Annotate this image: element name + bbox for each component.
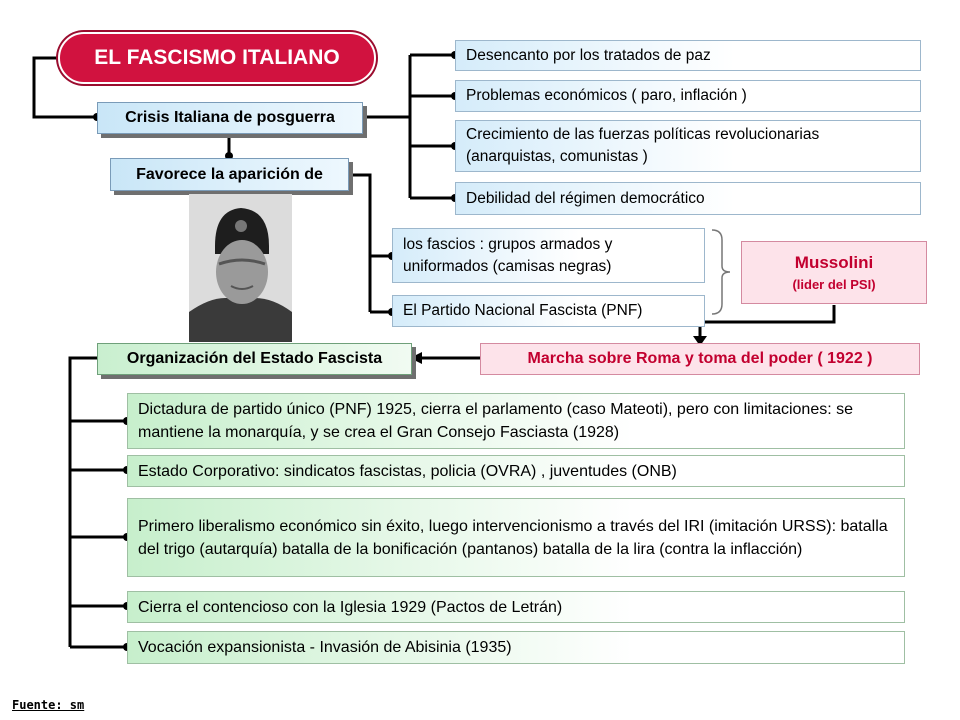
organizacion-item-3: Primero liberalismo económico sin éxito, luego intervencionismo a través del IRI (imitación URSS): batalla del trigo (autarquía) batalla de la bonificación (pantanos) batalla de la lira (contra la inflacción) [127, 498, 905, 577]
diagram-title: EL FASCISMO ITALIANO [58, 32, 376, 84]
mussolini-box [741, 241, 927, 304]
crisis-item-2: Problemas económicos ( paro, inflación ) [455, 80, 921, 112]
favorece-item-1: los fascios : grupos armados y uniformados (camisas negras) [392, 228, 705, 283]
source-credit: Fuente: sm [12, 698, 85, 712]
line-organizacion-items [70, 358, 97, 647]
mussolini-portrait [189, 194, 292, 342]
portrait-image [189, 194, 292, 342]
organizacion-item-2: Estado Corporativo: sindicatos fascistas, policia (OVRA) , juventudes (ONB) [127, 455, 905, 487]
brace [712, 230, 730, 314]
crisis-item-3: Crecimiento de las fuerzas políticas revolucionarias (anarquistas, comunistas ) [455, 120, 921, 172]
organizacion-item-5: Vocación expansionista - Invasión de Abisinia (1935) [127, 631, 905, 664]
crisis-item-4: Debilidad del régimen democrático [455, 182, 921, 215]
node-favorece: Favorece la aparición de [110, 158, 349, 191]
crisis-item-1: Desencanto por los tratados de paz [455, 40, 921, 71]
line-favorece-items [349, 175, 370, 312]
mussolini-name: Mussolini [794, 253, 874, 272]
organizacion-item-4: Cierra el contencioso con la Iglesia 1929 (Pactos de Letrán) [127, 591, 905, 623]
node-organizacion: Organización del Estado Fascista [97, 343, 412, 375]
node-crisis: Crisis Italiana de posguerra [97, 102, 363, 134]
mussolini-role: (lider del PSI) [792, 277, 876, 292]
favorece-item-2: El Partido Nacional Fascista (PNF) [392, 295, 705, 327]
organizacion-item-1: Dictadura de partido único (PNF) 1925, cierra el parlamento (caso Mateoti), pero con limitaciones: se mantiene la monarquía, y se crea el Gran Consejo Fasciasta (1928) [127, 393, 905, 449]
marcha-box: Marcha sobre Roma y toma del poder ( 1922 ) [480, 343, 920, 375]
